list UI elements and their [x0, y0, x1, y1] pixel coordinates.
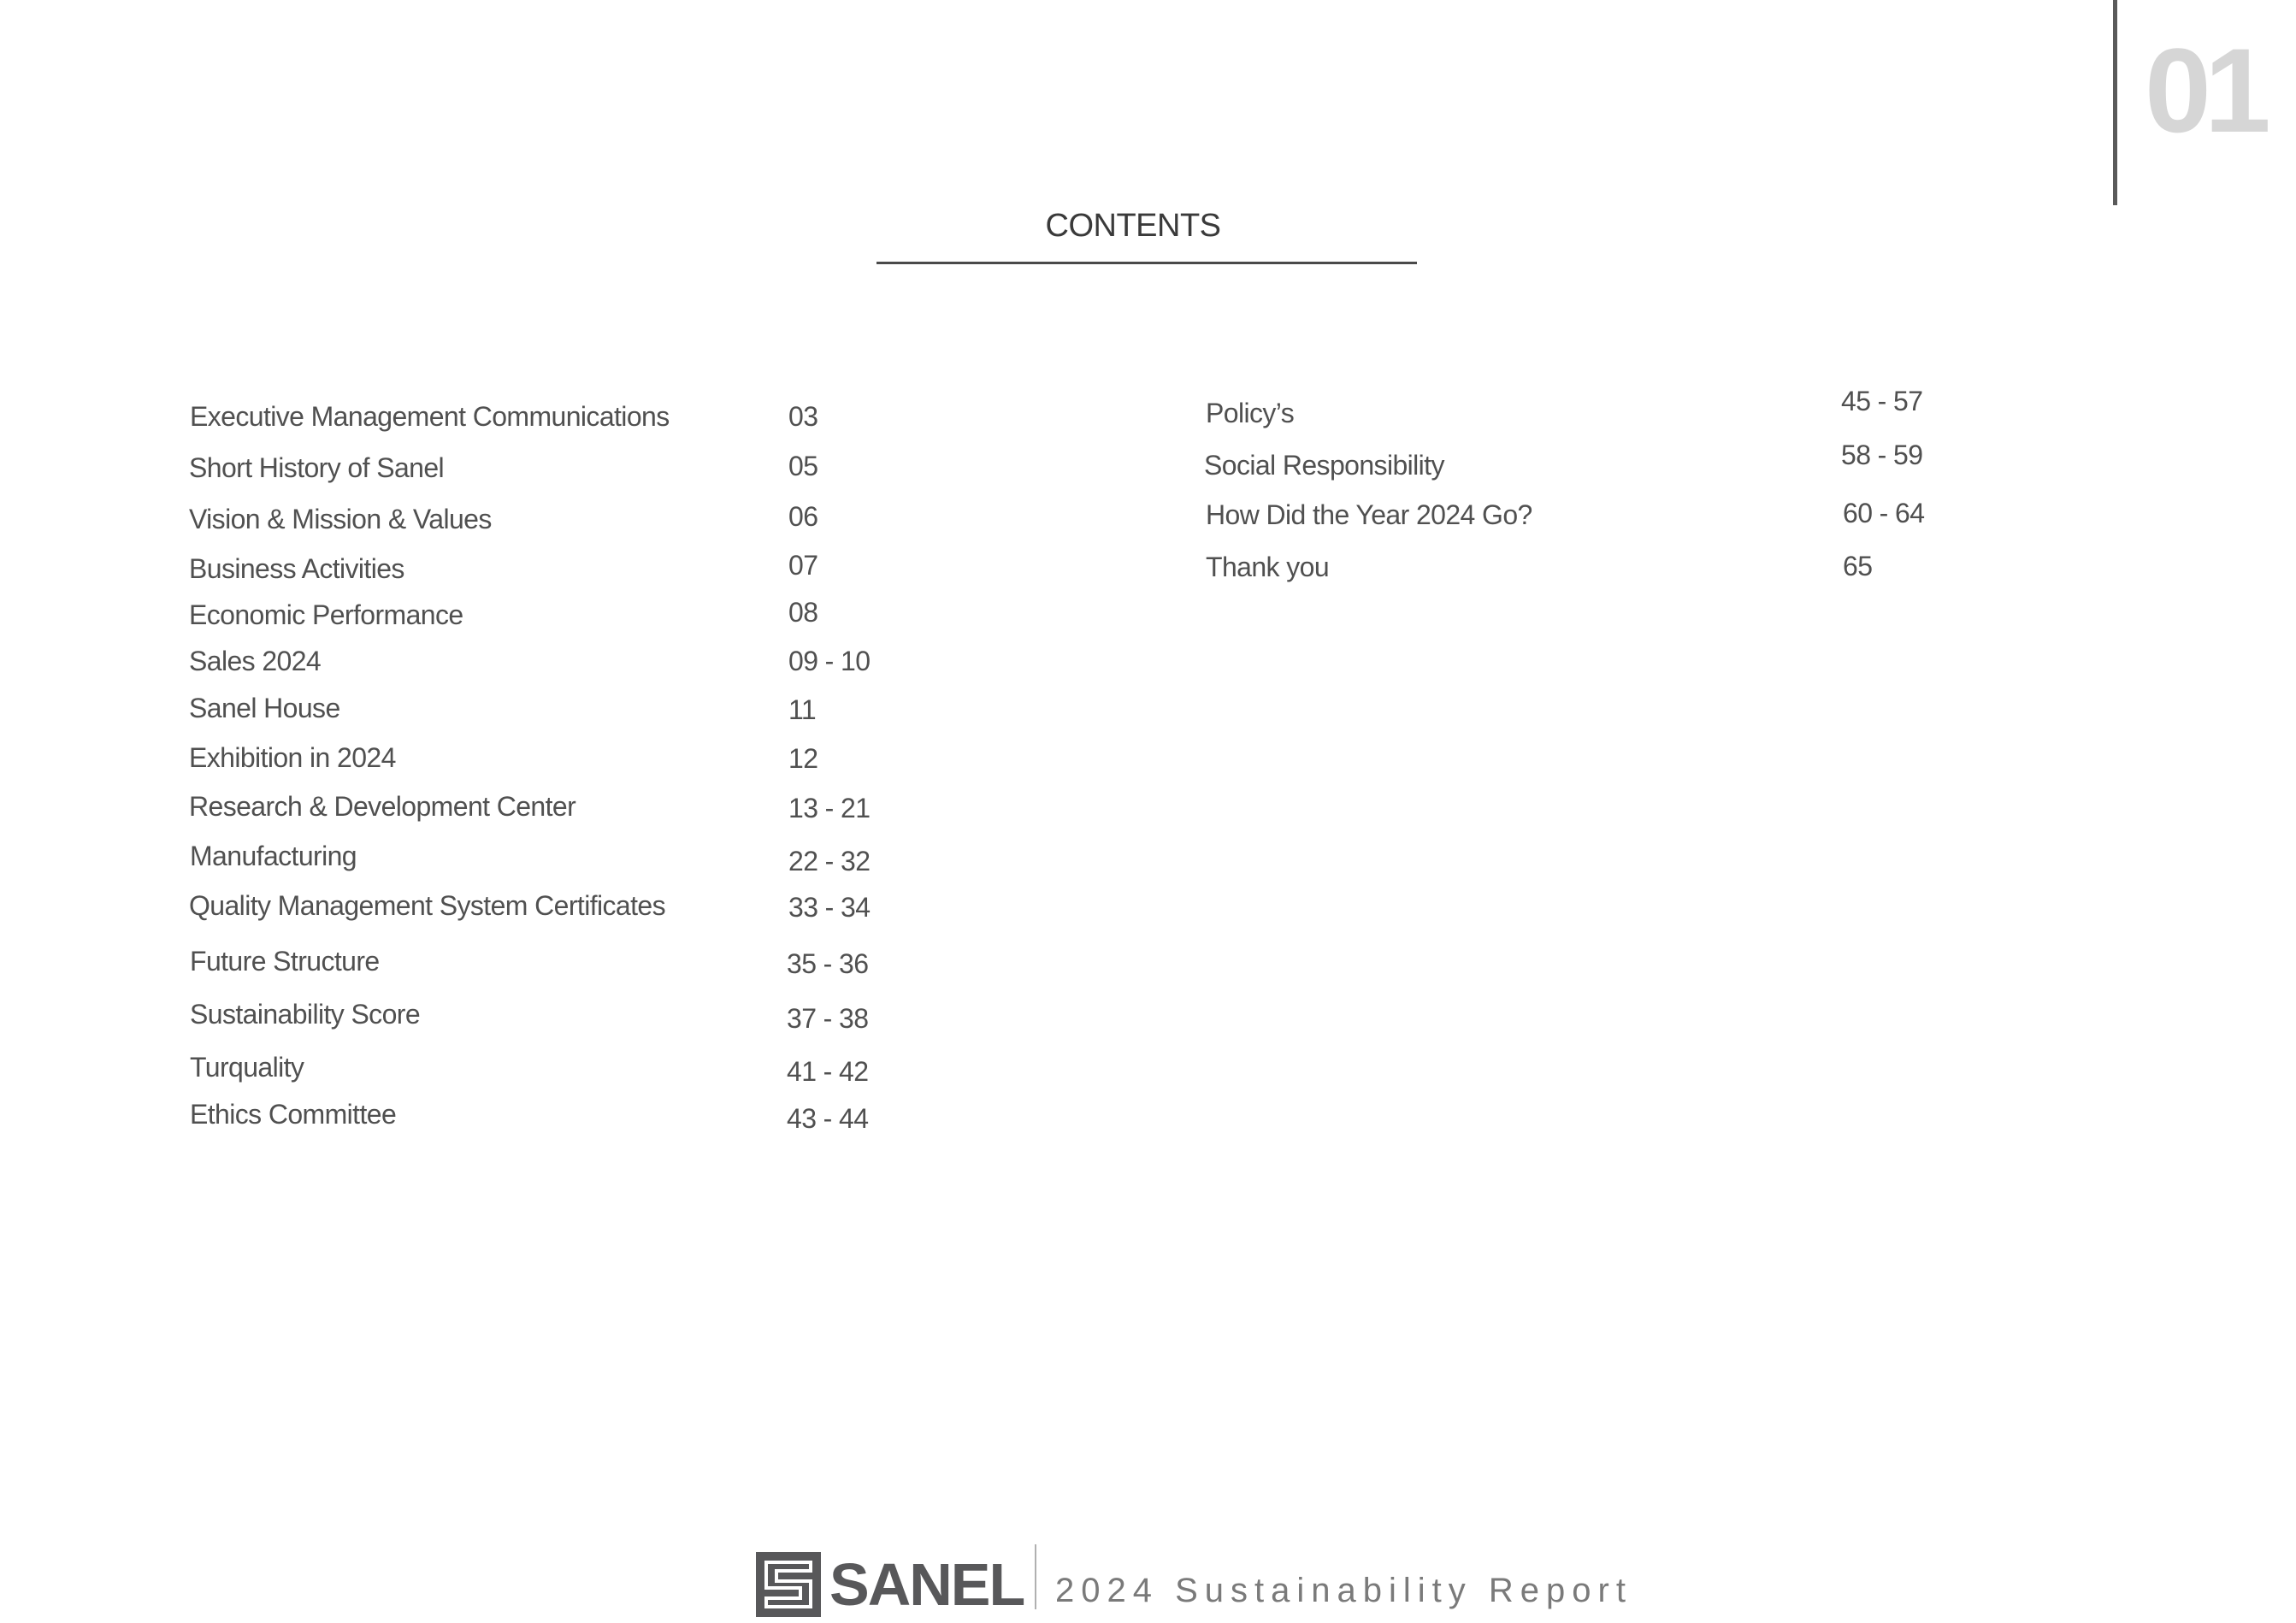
toc-entry-page[interactable]: 11 — [788, 694, 817, 725]
sanel-s-mark-icon — [756, 1552, 821, 1617]
toc-entry-title[interactable]: Research & Development Center — [189, 791, 576, 822]
toc-entry-title[interactable]: Social Responsibility — [1204, 450, 1444, 481]
toc-entry-title[interactable]: Business Activities — [189, 553, 404, 584]
contents-title: CONTENTS — [1045, 208, 1221, 244]
toc-entry-page[interactable]: 07 — [788, 550, 818, 581]
toc-entry-page[interactable]: 03 — [788, 401, 818, 432]
toc-entry-page[interactable]: 35 - 36 — [787, 948, 869, 979]
toc-entry-page[interactable]: 05 — [788, 451, 818, 481]
toc-entry-page[interactable]: 22 - 32 — [788, 846, 871, 876]
toc-entry-page[interactable]: 13 - 21 — [788, 793, 871, 823]
contents-underline — [876, 262, 1417, 264]
toc-entry-page[interactable]: 37 - 38 — [787, 1003, 869, 1034]
toc-entry-title[interactable]: Quality Management System Certificates — [189, 890, 665, 921]
page-number-rule — [2113, 0, 2117, 205]
toc-entry-title[interactable]: Turquality — [190, 1052, 304, 1083]
toc-entry-title[interactable]: Sustainability Score — [190, 999, 421, 1030]
sanel-logo-wordmark: SANEL — [829, 1551, 1024, 1618]
toc-entry-page[interactable]: 08 — [788, 597, 818, 628]
toc-entry-page[interactable]: 45 - 57 — [1841, 386, 1923, 416]
toc-entry-page[interactable]: 09 - 10 — [788, 646, 871, 676]
toc-entry-title[interactable]: Exhibition in 2024 — [189, 742, 396, 773]
toc-entry-title[interactable]: Thank you — [1206, 552, 1330, 582]
toc-entry-title[interactable]: Economic Performance — [189, 599, 463, 630]
toc-entry-page[interactable]: 60 - 64 — [1843, 498, 1925, 528]
page-number: 01 — [2145, 23, 2264, 157]
footer-divider — [1035, 1544, 1036, 1609]
toc-entry-title[interactable]: Future Structure — [190, 946, 380, 977]
toc-entry-title[interactable]: Sales 2024 — [189, 646, 322, 676]
toc-entry-title[interactable]: Policy’s — [1206, 398, 1295, 428]
toc-entry-title[interactable]: Ethics Committee — [190, 1099, 397, 1130]
toc-entry-page[interactable]: 12 — [788, 743, 818, 774]
toc-entry-page[interactable]: 33 - 34 — [788, 892, 871, 923]
toc-entry-page[interactable]: 06 — [788, 501, 818, 532]
toc-entry-page[interactable]: 65 — [1843, 551, 1873, 581]
sanel-logo — [756, 1550, 1024, 1619]
toc-entry-title[interactable]: Executive Management Communications — [190, 401, 670, 432]
toc-entry-title[interactable]: Vision & Mission & Values — [189, 504, 492, 534]
toc-entry-page[interactable]: 41 - 42 — [787, 1056, 869, 1087]
toc-entry-page[interactable]: 58 - 59 — [1841, 440, 1923, 470]
toc-entry-title[interactable]: Sanel House — [189, 693, 340, 723]
footer-report-title: 2024 Sustainability Report — [1055, 1572, 1632, 1609]
toc-entry-title[interactable]: Short History of Sanel — [189, 452, 445, 483]
toc-entry-page[interactable]: 43 - 44 — [787, 1103, 869, 1134]
toc-entry-title[interactable]: How Did the Year 2024 Go? — [1206, 499, 1532, 530]
toc-entry-title[interactable]: Manufacturing — [190, 841, 357, 871]
